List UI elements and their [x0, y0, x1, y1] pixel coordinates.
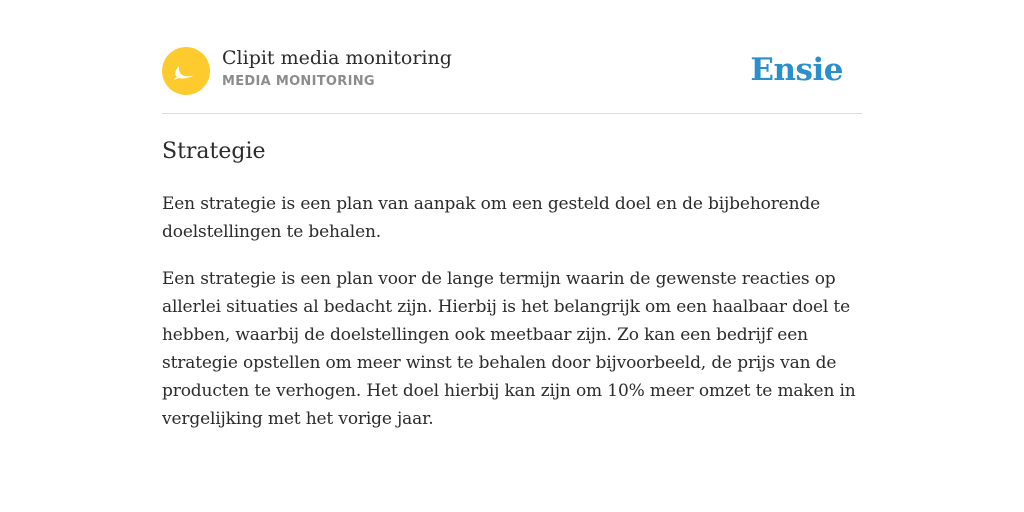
- source-header: [162, 46, 862, 96]
- source-avatar[interactable]: [162, 47, 210, 95]
- article-paragraph: Een strategie is een plan van aanpak om een gesteld doel en de bijbehorende doelstellingen te behalen.: [162, 194, 821, 242]
- article-paragraph: Een strategie is een plan voor de lange termijn waarin de gewenste reacties op allerlei situaties al bedacht zijn. Hierbij is het belangrijk om een haalbaar doel te hebben, waarbij de doelstellingen ook meetbaar zijn. Zo kan een bedrijf een strategie opstellen om meer winst te behalen door bijvoorbeeld, de prijs van de producten te verhogen. Het doel hierbij kan zijn om 10% meer omzet te maken in vergelijking met het vorige jaar.: [162, 269, 856, 429]
- divider: [162, 113, 862, 114]
- article-title: Strategie: [162, 139, 266, 164]
- source-subtitle: MEDIA MONITORING: [222, 74, 375, 89]
- chat-bubble-icon: [162, 47, 210, 95]
- brand-logo[interactable]: Ensie: [750, 52, 843, 88]
- definition-card: [162, 0, 862, 512]
- source-name[interactable]: Clipit media monitoring: [222, 47, 452, 69]
